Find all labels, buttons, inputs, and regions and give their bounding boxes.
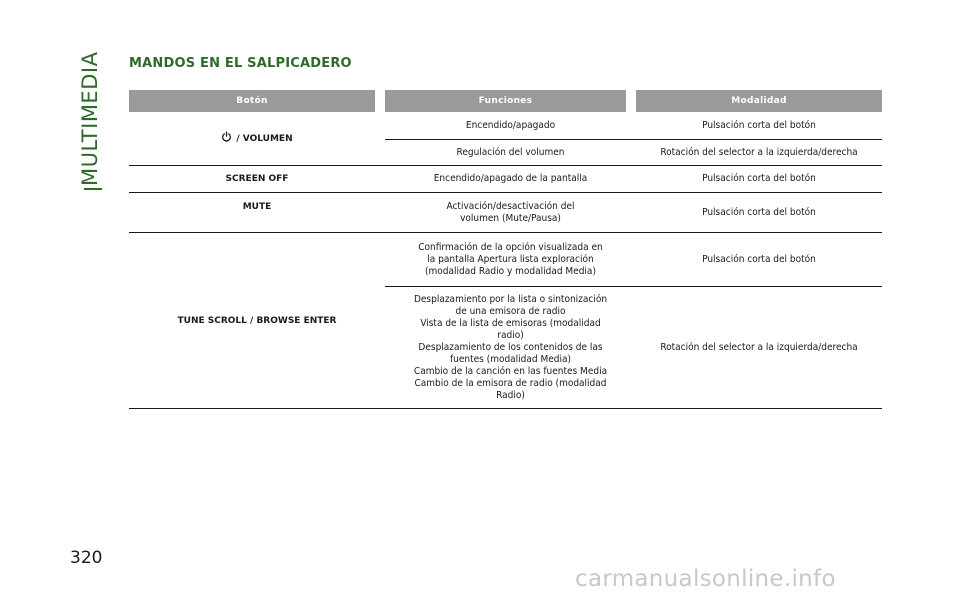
power-icon [221,131,232,142]
header-modalidad: Modalidad [636,90,882,112]
table-bottom-rule [129,408,882,409]
cell-button-volumen [129,112,385,164]
cell-mode-2: Rotación del selector a la izquierda/derecha [660,146,858,158]
cell-button-mute: MUTE [242,202,272,212]
cell-function-3: Encendido/apagado de la pantalla [433,173,588,184]
side-tab-label: MULTIMEDIA [78,51,102,186]
cell-button-screen-off: SCREEN OFF [225,174,289,184]
side-tab-rule [84,188,102,190]
cell-button-tune-scroll: TUNE SCROLL / BROWSE ENTER [177,315,337,326]
cell-mode-5: Pulsación corta del botón [702,253,816,265]
page-number: 320 [70,548,103,568]
section-title: MANDOS EN EL SALPICADERO [129,56,352,71]
button-volumen-text: / VOLUMEN [236,134,293,144]
section-side-tab [78,51,102,186]
button-volumen-label [221,131,292,145]
cell-function-4: Activación/desactivación del volumen (Mute/Pausa) [446,200,575,224]
table-header [129,90,882,112]
cell-mode-6: Rotación del selector a la izquierda/derecha [660,341,858,353]
cell-function-5: Confirmación de la opción visualizada en la pantalla Apertura lista exploración (modalidad Radio y modalidad Media) [418,241,603,277]
controls-table [129,90,882,401]
cell-function-1: Encendido/apagado [465,119,556,131]
header-boton: Botón [129,90,375,112]
header-funciones: Funciones [385,90,626,112]
cell-function-6: Desplazamiento por la lista o sintonización de una emisora de radio Vista de la lista de emisoras (modalidad radio) Desplazamiento de los contenidos de las fuentes (modalidad Media) Cambio de la canción en las fuentes Media Cambio de la emisora de radio (modalidad Radio) [413,293,608,401]
cell-mode-1: Pulsación corta del botón [702,119,816,131]
watermark-text: carmanualsonline.info [575,566,836,592]
cell-mode-4: Pulsación corta del botón [702,206,816,218]
cell-function-2: Regulación del volumen [456,146,565,158]
cell-mode-3: Pulsación corta del botón [702,173,816,184]
